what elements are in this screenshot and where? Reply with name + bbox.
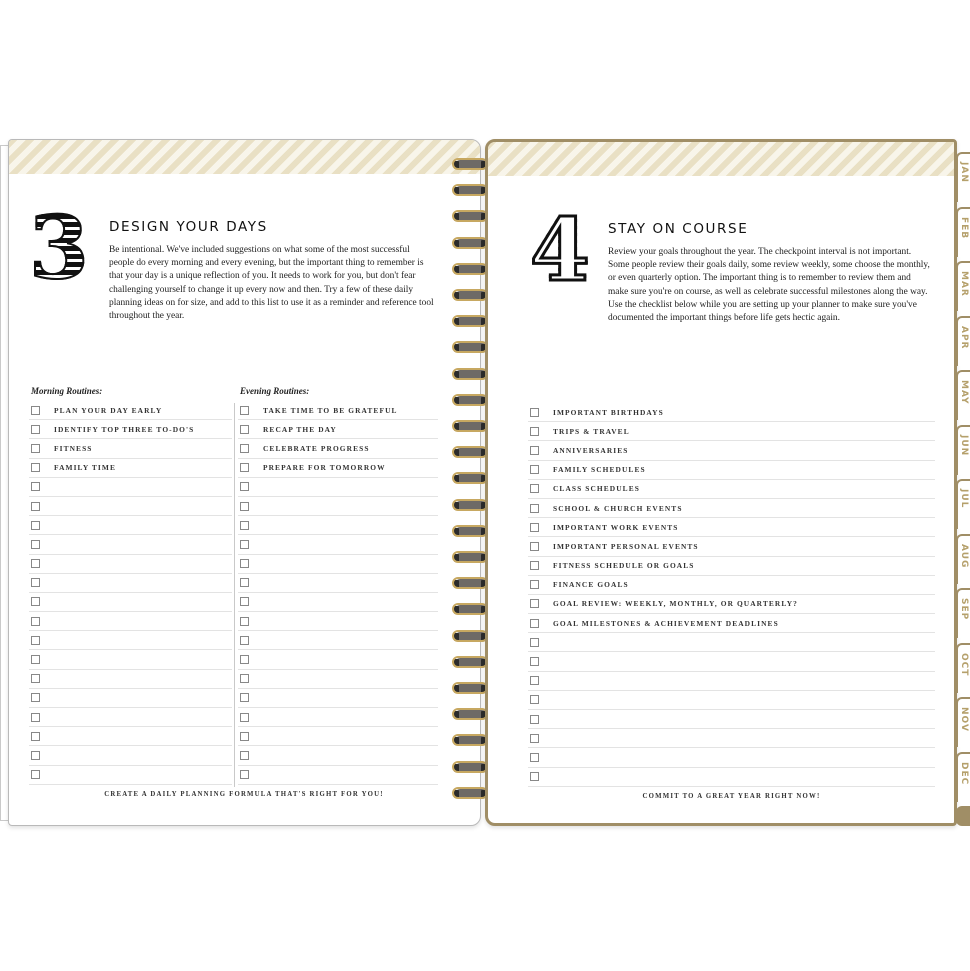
tab-nov[interactable]	[956, 697, 970, 747]
tab-label: JAN	[959, 162, 969, 183]
checkbox[interactable]	[31, 751, 40, 760]
checklist-row	[528, 480, 935, 499]
checkbox[interactable]	[31, 578, 40, 587]
checklist-row	[238, 401, 438, 420]
checklist-row	[29, 516, 232, 535]
checklist-row	[528, 403, 935, 422]
checklist-row	[29, 574, 232, 593]
checkbox[interactable]	[530, 638, 539, 647]
checkbox[interactable]	[240, 597, 249, 606]
checklist-row	[528, 614, 935, 633]
checklist-row	[238, 631, 438, 650]
checklist-row	[29, 420, 232, 439]
checklist-row	[29, 708, 232, 727]
goals-checklist	[528, 403, 935, 787]
checkbox[interactable]	[530, 446, 539, 455]
checkbox[interactable]	[31, 425, 40, 434]
checkbox[interactable]	[31, 655, 40, 664]
tab-jun[interactable]	[956, 425, 970, 475]
checkbox[interactable]	[240, 732, 249, 741]
checklist-item-label: ANNIVERSARIES	[553, 445, 629, 455]
header-stripe	[488, 142, 954, 176]
checklist-row	[29, 670, 232, 689]
checklist-row	[528, 652, 935, 671]
checklist-item-label: PREPARE FOR TOMORROW	[263, 463, 386, 473]
checklist-row	[528, 499, 935, 518]
checkbox[interactable]	[530, 734, 539, 743]
checklist-item-label: RECAP THE DAY	[263, 424, 337, 434]
checkbox[interactable]	[530, 523, 539, 532]
checklist-row	[238, 766, 438, 785]
checklist-item-label: CLASS SCHEDULES	[553, 484, 640, 494]
checkbox[interactable]	[530, 695, 539, 704]
checklist-row	[29, 727, 232, 746]
checkbox[interactable]	[31, 502, 40, 511]
checkbox[interactable]	[31, 617, 40, 626]
tab-apr[interactable]	[956, 316, 970, 366]
page-title: DESIGN YOUR DAYS	[109, 219, 268, 235]
page-footer: CREATE A DAILY PLANNING FORMULA THAT'S RIGHT FOR YOU!	[104, 791, 384, 798]
tab-aug[interactable]	[956, 534, 970, 584]
checklist-row	[238, 708, 438, 727]
checklist-item-label: CELEBRATE PROGRESS	[263, 443, 370, 453]
checklist-item-label: IDENTIFY TOP THREE TO-DO'S	[54, 424, 195, 434]
left-page	[8, 139, 481, 826]
tab-label: AUG	[959, 543, 969, 568]
morning-routines-label: Morning Routines:	[31, 386, 103, 396]
checkbox[interactable]	[31, 693, 40, 702]
checkbox[interactable]	[31, 636, 40, 645]
checkbox[interactable]	[240, 693, 249, 702]
checkbox[interactable]	[240, 406, 249, 415]
checkbox[interactable]	[31, 482, 40, 491]
section-number: 4	[530, 200, 590, 301]
checklist-row	[29, 439, 232, 458]
tab-label: APR	[959, 325, 969, 349]
checklist-row	[29, 535, 232, 554]
intro-text: Be intentional. We've included suggestions on what some of the most successful people do every morning and every evening, but the important thing to remember is that your day is a unique reflection of you. It needs to work for you, but don't fear challenging yourself to change it up every now and then. Try a few of these daily planning ideas on for size, and add to this list to use it as a reminder and reference tool throughout the year.	[109, 245, 434, 322]
checklist-item-label: IMPORTANT BIRTHDAYS	[553, 407, 664, 417]
tab-mar[interactable]	[956, 261, 970, 311]
checklist-row	[238, 746, 438, 765]
section-number: 3	[29, 198, 89, 299]
checklist-row	[528, 595, 935, 614]
tab-jul[interactable]	[956, 479, 970, 529]
checklist-row	[238, 727, 438, 746]
tab-jan[interactable]	[956, 152, 970, 202]
checklist-row	[528, 748, 935, 767]
checklist-item-label: PLAN YOUR DAY EARLY	[54, 405, 163, 415]
tab-may[interactable]	[956, 370, 970, 420]
page-footer: COMMIT TO A GREAT YEAR RIGHT NOW!	[642, 793, 821, 800]
checklist-row	[29, 612, 232, 631]
checklist-row	[238, 670, 438, 689]
checklist-row	[528, 768, 935, 787]
column-divider	[234, 403, 235, 787]
checklist-row	[528, 537, 935, 556]
tab-oct[interactable]	[956, 643, 970, 693]
checklist-row	[29, 766, 232, 785]
checklist-row	[29, 401, 232, 420]
tab-label: OCT	[959, 652, 969, 676]
checklist-row	[238, 689, 438, 708]
checkbox[interactable]	[31, 406, 40, 415]
checkbox[interactable]	[240, 425, 249, 434]
checkbox[interactable]	[530, 753, 539, 762]
checkbox[interactable]	[31, 674, 40, 683]
checklist-item-label: FITNESS	[54, 443, 93, 453]
checklist-row	[238, 439, 438, 458]
checklist-row	[528, 461, 935, 480]
checkbox[interactable]	[530, 542, 539, 551]
checkbox[interactable]	[240, 636, 249, 645]
checklist-row	[528, 518, 935, 537]
checklist-row	[528, 557, 935, 576]
checkbox[interactable]	[530, 715, 539, 724]
checkbox[interactable]	[530, 408, 539, 417]
checkbox[interactable]	[31, 597, 40, 606]
tab-label: JUN	[959, 434, 969, 456]
checkbox[interactable]	[240, 540, 249, 549]
checklist-row	[238, 497, 438, 516]
checkbox[interactable]	[31, 540, 40, 549]
checklist-item-label: GOAL MILESTONES & ACHIEVEMENT DEADLINES	[553, 618, 779, 628]
checkbox[interactable]	[530, 599, 539, 608]
checkbox[interactable]	[530, 580, 539, 589]
checkbox[interactable]	[240, 674, 249, 683]
checklist-row	[528, 710, 935, 729]
checkbox[interactable]	[31, 770, 40, 779]
checklist-item-label: TAKE TIME TO BE GRATEFUL	[263, 405, 398, 415]
checkbox[interactable]	[530, 619, 539, 628]
checkbox[interactable]	[240, 502, 249, 511]
checkbox[interactable]	[530, 504, 539, 513]
checklist-row	[528, 729, 935, 748]
checklist-row	[29, 478, 232, 497]
checkbox[interactable]	[240, 444, 249, 453]
tab-label: MAY	[959, 380, 969, 405]
checkbox[interactable]	[240, 770, 249, 779]
checkbox[interactable]	[31, 463, 40, 472]
checklist-item-label: GOAL REVIEW: WEEKLY, MONTHLY, OR QUARTERLY?	[553, 599, 798, 609]
checklist-row	[528, 633, 935, 652]
checkbox[interactable]	[240, 655, 249, 664]
checklist-row	[238, 420, 438, 439]
checkbox[interactable]	[530, 484, 539, 493]
checkbox[interactable]	[530, 427, 539, 436]
tab-feb[interactable]	[956, 207, 970, 257]
tab-label: NOV	[959, 707, 969, 732]
checklist-row	[528, 672, 935, 691]
evening-routines-label: Evening Routines:	[240, 386, 310, 396]
checkbox[interactable]	[530, 465, 539, 474]
checkbox[interactable]	[240, 559, 249, 568]
checklist-row	[29, 631, 232, 650]
intro-text: Review your goals throughout the year. The checkpoint interval is not important. Some people review their goals daily, some review weekly, some choose the monthly, or even quarterly option. The important thing is to remember to review them and make sure you're on course, as well as celebrate successful milestones along the way. Use the checklist below while you are setting up your planner to make sure you've documented the important things before life gets hectic again.	[608, 247, 930, 324]
checklist-item-label: FITNESS SCHEDULE OR GOALS	[553, 561, 695, 571]
checkbox[interactable]	[530, 561, 539, 570]
checklist-row	[528, 576, 935, 595]
checkbox[interactable]	[530, 772, 539, 781]
tab-bottom-edge	[956, 806, 970, 826]
checkbox[interactable]	[240, 521, 249, 530]
checkbox[interactable]	[530, 657, 539, 666]
checklist-item-label: IMPORTANT WORK EVENTS	[553, 522, 679, 532]
checkbox[interactable]	[240, 578, 249, 587]
tab-sep[interactable]	[956, 588, 970, 638]
checklist-row	[238, 535, 438, 554]
tab-label: FEB	[959, 216, 969, 239]
tab-label: MAR	[959, 271, 969, 297]
checklist-row	[29, 497, 232, 516]
checklist-row	[528, 441, 935, 460]
right-page	[485, 139, 957, 826]
checklist-row	[238, 516, 438, 535]
checklist-item-label: FINANCE GOALS	[553, 580, 629, 590]
checklist-item-label: FAMILY SCHEDULES	[553, 465, 646, 475]
checkbox[interactable]	[31, 713, 40, 722]
checkbox[interactable]	[31, 444, 40, 453]
checkbox[interactable]	[31, 521, 40, 530]
checklist-row	[238, 650, 438, 669]
header-stripe	[9, 140, 480, 174]
morning-checklist	[29, 401, 232, 785]
checkbox[interactable]	[530, 676, 539, 685]
checklist-row	[29, 593, 232, 612]
checklist-row	[29, 746, 232, 765]
checklist-item-label: IMPORTANT PERSONAL EVENTS	[553, 541, 699, 551]
tab-label: DEC	[959, 761, 969, 785]
checklist-row	[528, 691, 935, 710]
checklist-row	[238, 574, 438, 593]
checkbox[interactable]	[240, 482, 249, 491]
checklist-item-label: TRIPS & TRAVEL	[553, 426, 630, 436]
checkbox[interactable]	[240, 617, 249, 626]
checklist-row	[29, 459, 232, 478]
checklist-row	[238, 555, 438, 574]
checkbox[interactable]	[240, 713, 249, 722]
checklist-row	[29, 689, 232, 708]
checkbox[interactable]	[31, 732, 40, 741]
evening-checklist	[238, 401, 438, 785]
page-title: STAY ON COURSE	[608, 221, 749, 237]
checkbox[interactable]	[31, 559, 40, 568]
tab-label: JUL	[959, 489, 969, 509]
checklist-row	[238, 459, 438, 478]
checklist-row	[238, 612, 438, 631]
checkbox[interactable]	[240, 751, 249, 760]
checklist-item-label: FAMILY TIME	[54, 463, 116, 473]
checklist-item-label: SCHOOL & CHURCH EVENTS	[553, 503, 683, 513]
tab-dec[interactable]	[956, 752, 970, 802]
month-tabs	[956, 152, 970, 812]
checklist-row	[238, 478, 438, 497]
tab-label: SEP	[959, 598, 969, 621]
checklist-row	[238, 593, 438, 612]
checkbox[interactable]	[240, 463, 249, 472]
checklist-row	[29, 555, 232, 574]
checklist-row	[528, 422, 935, 441]
checklist-row	[29, 650, 232, 669]
